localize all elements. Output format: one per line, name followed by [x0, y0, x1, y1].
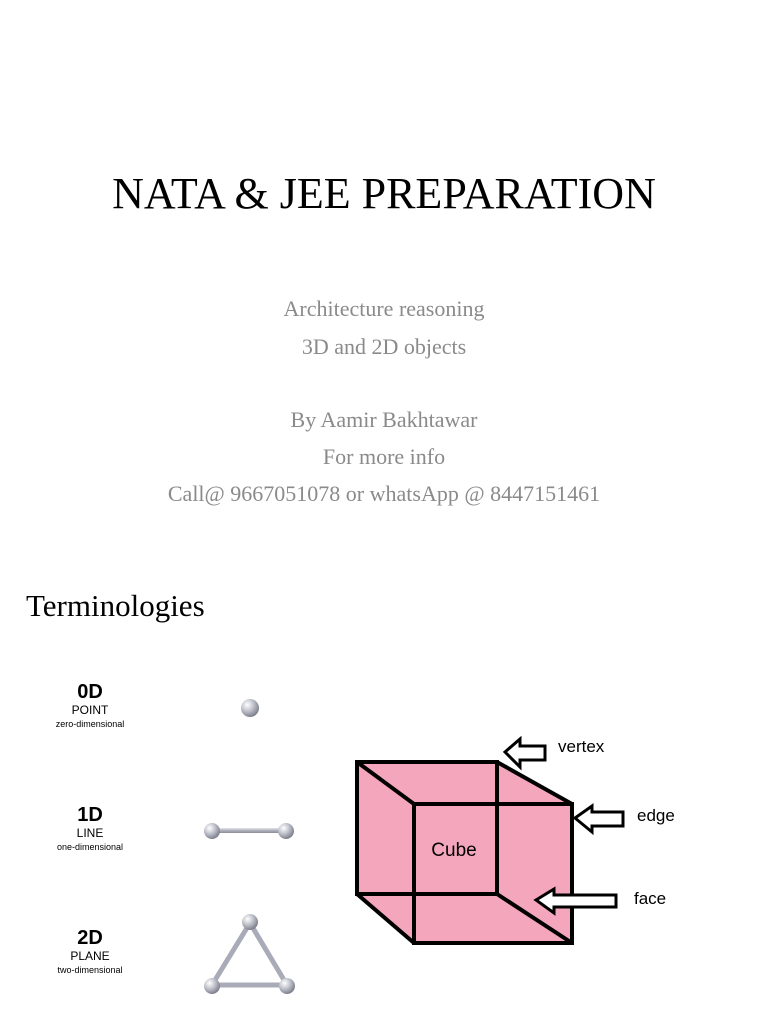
author-line: By Aamir Bakhtawar	[290, 407, 478, 432]
triangle-plane-icon	[204, 914, 295, 994]
dimension-2d-desc: two-dimensional	[57, 965, 123, 975]
dimension-0d-desc: zero-dimensional	[55, 719, 125, 729]
cube-label: Cube	[431, 840, 477, 861]
info-line: For more info	[322, 444, 446, 469]
dimension-1d-title: 1D	[77, 804, 103, 826]
dimension-0d-name: POINT	[71, 703, 109, 717]
vertex-label: vertex	[558, 737, 605, 756]
dimension-2d-title: 2D	[77, 927, 103, 949]
face-arrow-icon	[536, 889, 616, 913]
line-segment-icon	[204, 823, 294, 839]
subtitle-line-1: Architecture reasoning	[283, 296, 485, 321]
dimension-1d-name: LINE	[76, 826, 104, 840]
dimension-1d-desc: one-dimensional	[56, 842, 124, 852]
cube-diagram	[357, 739, 623, 943]
vertex-arrow-icon	[505, 739, 545, 767]
dimension-2d-name: PLANE	[70, 949, 110, 963]
dimension-0d-title: 0D	[77, 681, 103, 703]
edge-arrow-icon	[575, 806, 623, 832]
face-label: face	[634, 889, 667, 908]
point-sphere-icon	[241, 699, 259, 717]
terminologies-heading: Terminologies	[26, 588, 205, 623]
edge-label: edge	[637, 806, 675, 825]
subtitle-line-2: 3D and 2D objects	[301, 334, 467, 359]
contact-line: Call@ 9667051078 or whatsApp @ 8447151461	[167, 481, 601, 506]
page-title: NATA & JEE PREPARATION	[112, 169, 656, 218]
